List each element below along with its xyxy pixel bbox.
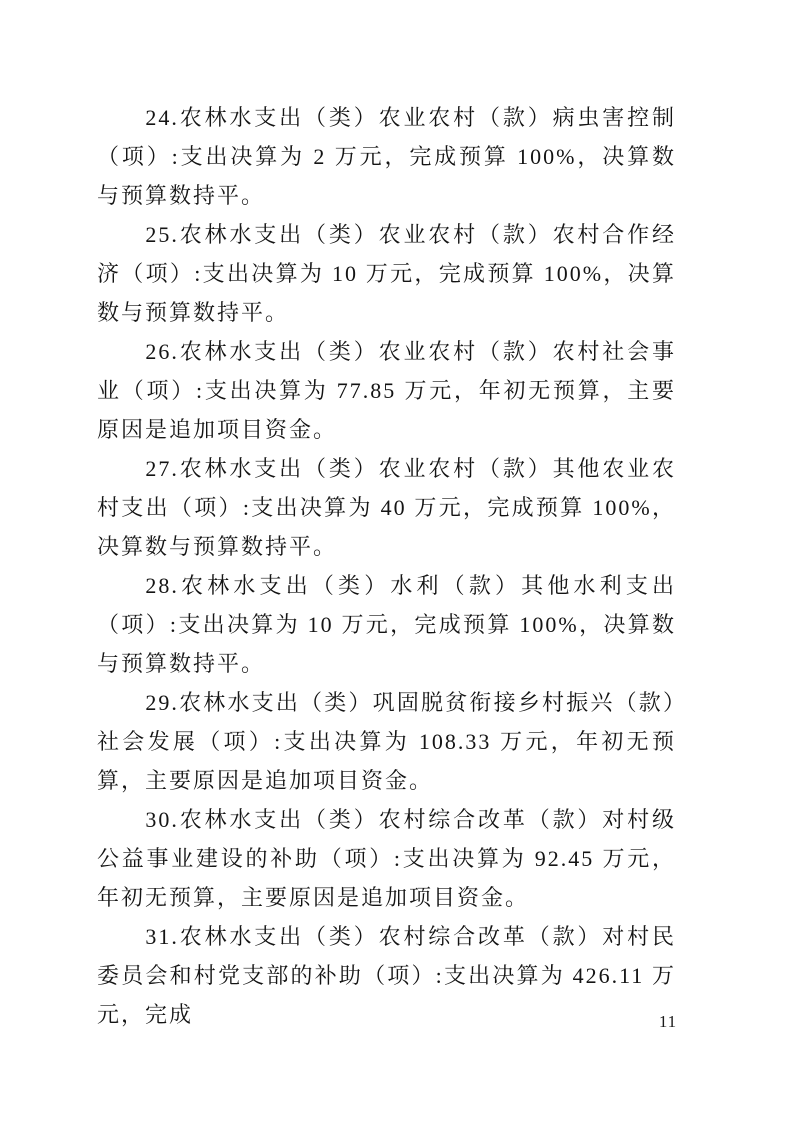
paragraph-item-25: 25.农林水支出（类）农业农村（款）农村合作经济（项）:支出决算为 10 万元，完成预算 100%，决算数与预算数持平。 xyxy=(97,222,676,325)
document-body xyxy=(97,98,676,1034)
paragraph-item-31: 31.农林水支出（类）农村综合改革（款）对村民委员会和村党支部的补助（项）:支出决算为 426.11 万元，完成 xyxy=(97,924,676,1027)
paragraph-item-29: 29.农林水支出（类）巩固脱贫衔接乡村振兴（款）社会发展（项）:支出决算为 108.33 万元，年初无预算，主要原因是追加项目资金。 xyxy=(97,690,676,793)
paragraph-item-26: 26.农林水支出（类）农业农村（款）农村社会事业（项）:支出决算为 77.85 万元，年初无预算，主要原因是追加项目资金。 xyxy=(97,339,676,442)
paragraph-item-30: 30.农林水支出（类）农村综合改革（款）对村级公益事业建设的补助（项）:支出决算为 92.45 万元，年初无预算，主要原因是追加项目资金。 xyxy=(97,807,676,910)
paragraph-item-28: 28.农林水支出（类）水利（款）其他水利支出（项）:支出决算为 10 万元，完成预算 100%，决算数与预算数持平。 xyxy=(97,573,676,676)
page-number: 11 xyxy=(658,1012,678,1031)
paragraph-item-24: 24.农林水支出（类）农业农村（款）病虫害控制（项）:支出决算为 2 万元，完成预算 100%，决算数与预算数持平。 xyxy=(97,105,676,208)
paragraph-item-27: 27.农林水支出（类）农业农村（款）其他农业农村支出（项）:支出决算为 40 万元，完成预算 100%，决算数与预算数持平。 xyxy=(97,456,676,559)
